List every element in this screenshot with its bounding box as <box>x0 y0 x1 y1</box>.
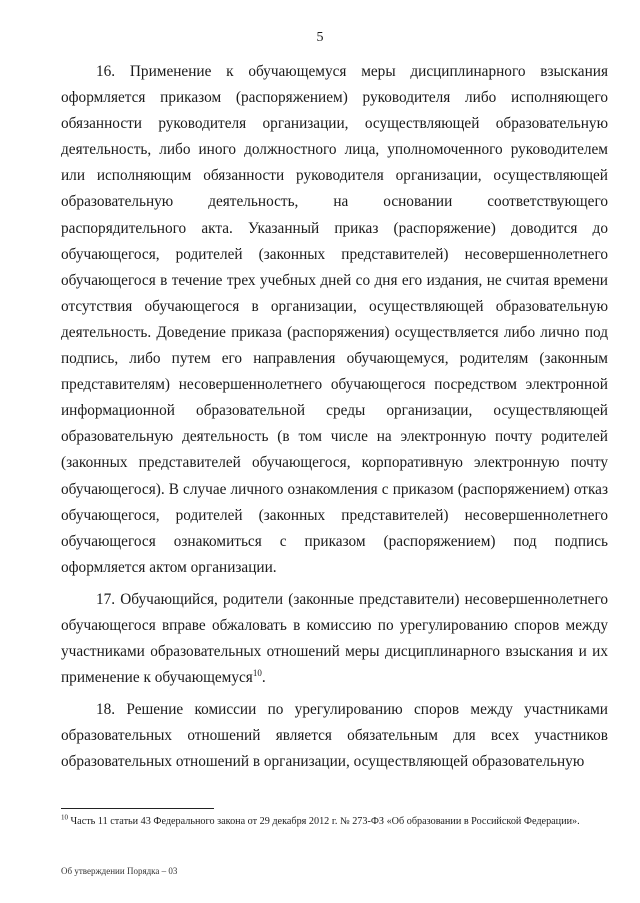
document-footer-reference: Об утверждении Порядка – 03 <box>61 866 178 876</box>
page-number: 5 <box>316 30 324 45</box>
footnote-separator <box>61 808 214 809</box>
paragraph-17 <box>61 587 608 691</box>
paragraph-17-text: 17. Обучающийся, родители (законные представители) несовершеннолетнего обучающегося вправе обжаловать в комиссию по урегулированию споров между участниками образовательных отношений меры дисциплинарного взыскания и их применение к обучающемуся <box>61 590 608 687</box>
footnote <box>61 814 608 829</box>
paragraph-18: 18. Решение комиссии по урегулированию споров между участниками образовательных отношений является обязательным для всех участников образовательных отношений в организации, осуществляющей образовательную <box>61 701 608 771</box>
footnote-reference: 10 <box>252 668 262 679</box>
footnote-marker: 10 <box>61 813 68 822</box>
paragraph-16: 16. Применение к обучающемуся меры дисциплинарного взыскания оформляется приказом (распоряжением) руководителя либо исполняющего обязанности руководителя организации, осуществляющей образовательную деятельность, либо иного должностного лица, уполномоченного руководителем или исполняющим обязанности руководителя организации, осуществляющей образовательную деятельность, на основании соответствующего распорядительного акта. Указанный приказ (распоряжение) доводится до обучающегося, родителей (законных представителей) несовершеннолетнего обучающегося в течение трех учебных дней со дня его издания, не считая времени отсутствия обучающегося в организации, осуществляющей образовательную деятельность. Доведение приказа (распоряжения) осуществляется либо лично под подпись, либо путем его направления обучающемуся, родителям (законным представителям) несовершеннолетнего обучающегося посредством электронной информационной образовательной среды организации, осуществляющей образовательную деятельность (в том числе на электронную почту родителей (законных представителей обучающегося, корпоративную электронную почту обучающегося). В случае личного ознакомления с приказом (распоряжением) отказ обучающегося, родителей (законных представителей) несовершеннолетнего обучающегося ознакомиться с приказом (распоряжением) под подпись оформляется актом организации. <box>61 63 608 576</box>
document-body <box>61 59 608 776</box>
paragraph-17-tail: . <box>261 669 266 687</box>
footnote-text: Часть 11 статьи 43 Федерального закона от 29 декабря 2012 г. № 273-ФЗ «Об образовании в Российской Федерации». <box>68 816 580 827</box>
